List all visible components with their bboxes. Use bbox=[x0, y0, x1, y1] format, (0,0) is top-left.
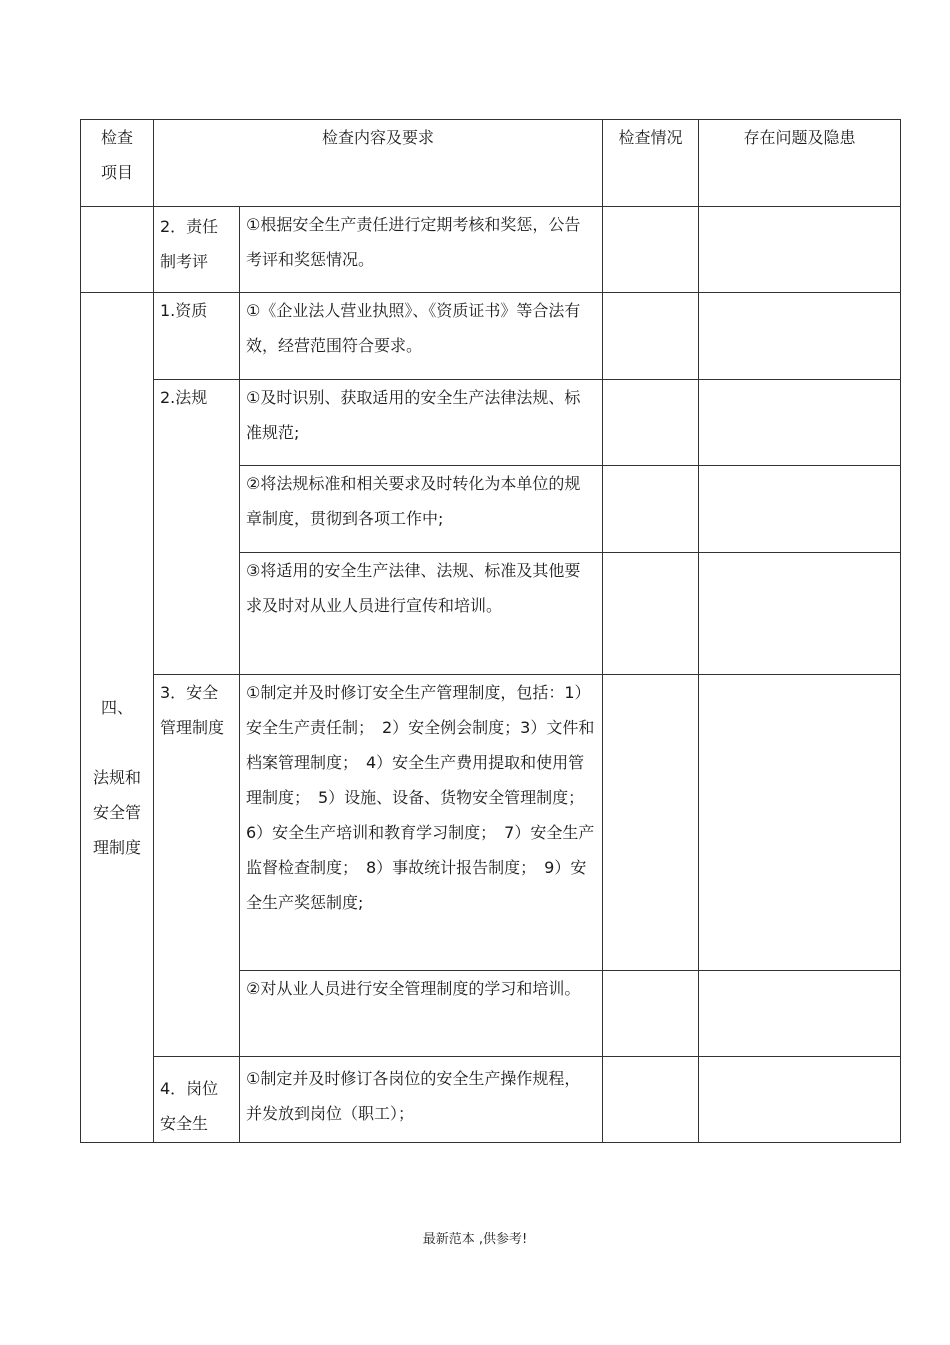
sub-item: 2．责任制考评 bbox=[154, 207, 240, 293]
status-cell bbox=[603, 293, 699, 380]
content-cell: ②将法规标准和相关要求及时转化为本单位的规章制度，贯彻到各项工作中; bbox=[240, 466, 603, 553]
status-cell bbox=[603, 553, 699, 675]
issues-cell bbox=[699, 1057, 901, 1143]
status-cell bbox=[603, 1057, 699, 1143]
status-cell bbox=[603, 675, 699, 971]
header-row bbox=[81, 120, 901, 207]
header-check-status: 检查情况 bbox=[603, 120, 699, 207]
status-cell bbox=[603, 971, 699, 1057]
inspection-table bbox=[80, 119, 901, 1143]
footer-note: 最新范本 ,供参考! bbox=[422, 1232, 528, 1247]
sub-item: 3．安全管理制度 bbox=[154, 675, 240, 1057]
content-cell: ②对从业人员进行安全管理制度的学习和培训。 bbox=[240, 971, 603, 1057]
content-cell: ①制定并及时修订各岗位的安全生产操作规程，并发放到岗位（职工）； bbox=[240, 1057, 603, 1143]
issues-cell bbox=[699, 553, 901, 675]
item-cell-empty bbox=[81, 207, 154, 293]
content-cell: ③将适用的安全生产法律、法规、标准及其他要求及时对从业人员进行宣传和培训。 bbox=[240, 553, 603, 675]
table-row bbox=[81, 380, 901, 466]
header-check-item: 检查 项目 bbox=[81, 120, 154, 207]
header-check-content: 检查内容及要求 bbox=[154, 120, 603, 207]
status-cell bbox=[603, 466, 699, 553]
issues-cell bbox=[699, 380, 901, 466]
item-category: 四、 法规和安全管理制度 bbox=[81, 293, 154, 1143]
sub-item: 2.法规 bbox=[154, 380, 240, 675]
issues-cell bbox=[699, 675, 901, 971]
content-cell: ①根据安全生产责任进行定期考核和奖惩，公告考评和奖惩情况。 bbox=[240, 207, 603, 293]
table-row bbox=[81, 207, 901, 293]
content-cell: ①《企业法人营业执照》、《资质证书》等合法有效，经营范围符合要求。 bbox=[240, 293, 603, 380]
sub-item: 1.资质 bbox=[154, 293, 240, 380]
issues-cell bbox=[699, 207, 901, 293]
table-row bbox=[81, 675, 901, 971]
issues-cell bbox=[699, 971, 901, 1057]
status-cell bbox=[603, 380, 699, 466]
status-cell bbox=[603, 207, 699, 293]
sub-item: 4．岗位安全生 bbox=[154, 1057, 240, 1143]
header-issues: 存在问题及隐患 bbox=[699, 120, 901, 207]
content-cell: ①及时识别、获取适用的安全生产法律法规、标准规范; bbox=[240, 380, 603, 466]
issues-cell bbox=[699, 466, 901, 553]
table-row bbox=[81, 1057, 901, 1143]
content-cell: ①制定并及时修订安全生产管理制度，包括：1）安全生产责任制； 2）安全例会制度；3）文件和档案管理制度； 4）安全生产费用提取和使用管理制度； 5）设施、设备、货物安全管理制度； 6）安全生产培训和教育学习制度； 7）安全生产监督检查制度； 8）事故统计报告制度； 9）安全生产奖惩制度; bbox=[240, 675, 603, 971]
table-row bbox=[81, 293, 901, 380]
issues-cell bbox=[699, 293, 901, 380]
